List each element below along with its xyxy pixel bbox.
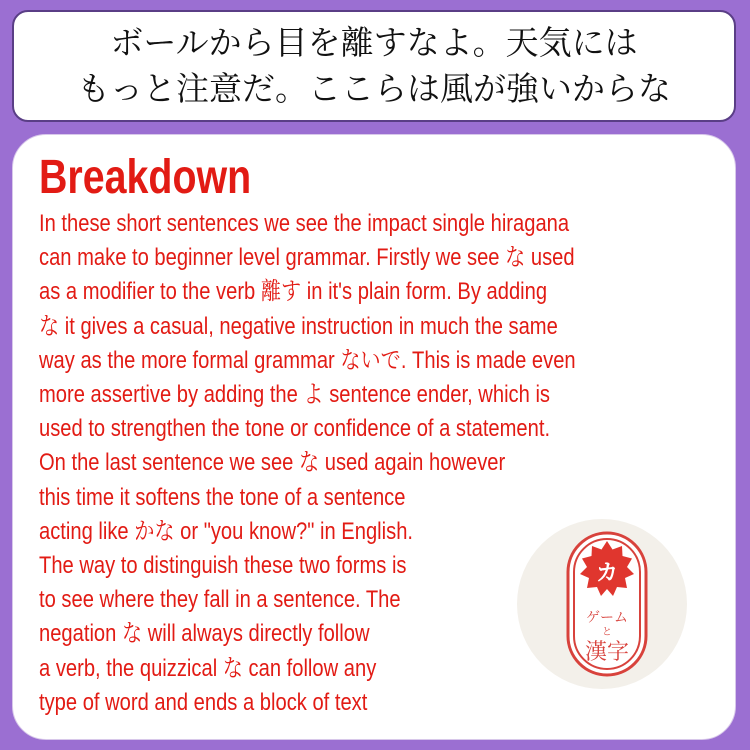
- sentence-header: [12, 10, 736, 122]
- body-line: can make to beginner level grammar. Firstly we see な used: [39, 244, 575, 272]
- game-kanji-logo-graphic: [517, 519, 687, 689]
- breakdown-card: [12, 134, 736, 740]
- body-line: more assertive by adding the よ sentence ender, which is: [39, 381, 551, 409]
- sentence-line-1: ボールから目を離すなよ。天気には: [110, 23, 638, 62]
- breakdown-title: Breakdown: [39, 151, 252, 204]
- body-line: this time it softens the tone of a sentence: [39, 483, 406, 511]
- body-line: On the last sentence we see な used again however: [39, 449, 506, 477]
- body-line: as a modifier to the verb 離す in it's plain form. By adding: [39, 278, 548, 306]
- body-line: way as the more formal grammar ないで. This is made even: [39, 346, 576, 374]
- logo-line-1: ゲーム: [586, 610, 628, 626]
- body-line: a verb, the quizzical な can follow any: [39, 654, 377, 682]
- body-line: In these short sentences we see the impact single hiragana: [39, 210, 570, 237]
- logo-line-3: 漢字: [584, 640, 630, 665]
- body-line: acting like かな or "you know?" in English.: [39, 517, 414, 545]
- body-line: to see where they fall in a sentence. The: [39, 586, 401, 614]
- logo-line-2: と: [602, 627, 612, 638]
- logo-kanji: カ: [595, 561, 619, 586]
- game-kanji-logo: [517, 519, 687, 689]
- sentence-line-2: もっと注意だ。ここらは風が強いからな: [77, 69, 671, 108]
- body-line: な it gives a casual, negative instruction in much the same: [39, 312, 558, 340]
- body-line: type of word and ends a block of text: [39, 688, 368, 716]
- body-line: used to strengthen the tone or confidence of a statement.: [39, 415, 551, 443]
- body-line: The way to distinguish these two forms is: [39, 552, 407, 580]
- body-line: negation な will always directly follow: [39, 620, 370, 648]
